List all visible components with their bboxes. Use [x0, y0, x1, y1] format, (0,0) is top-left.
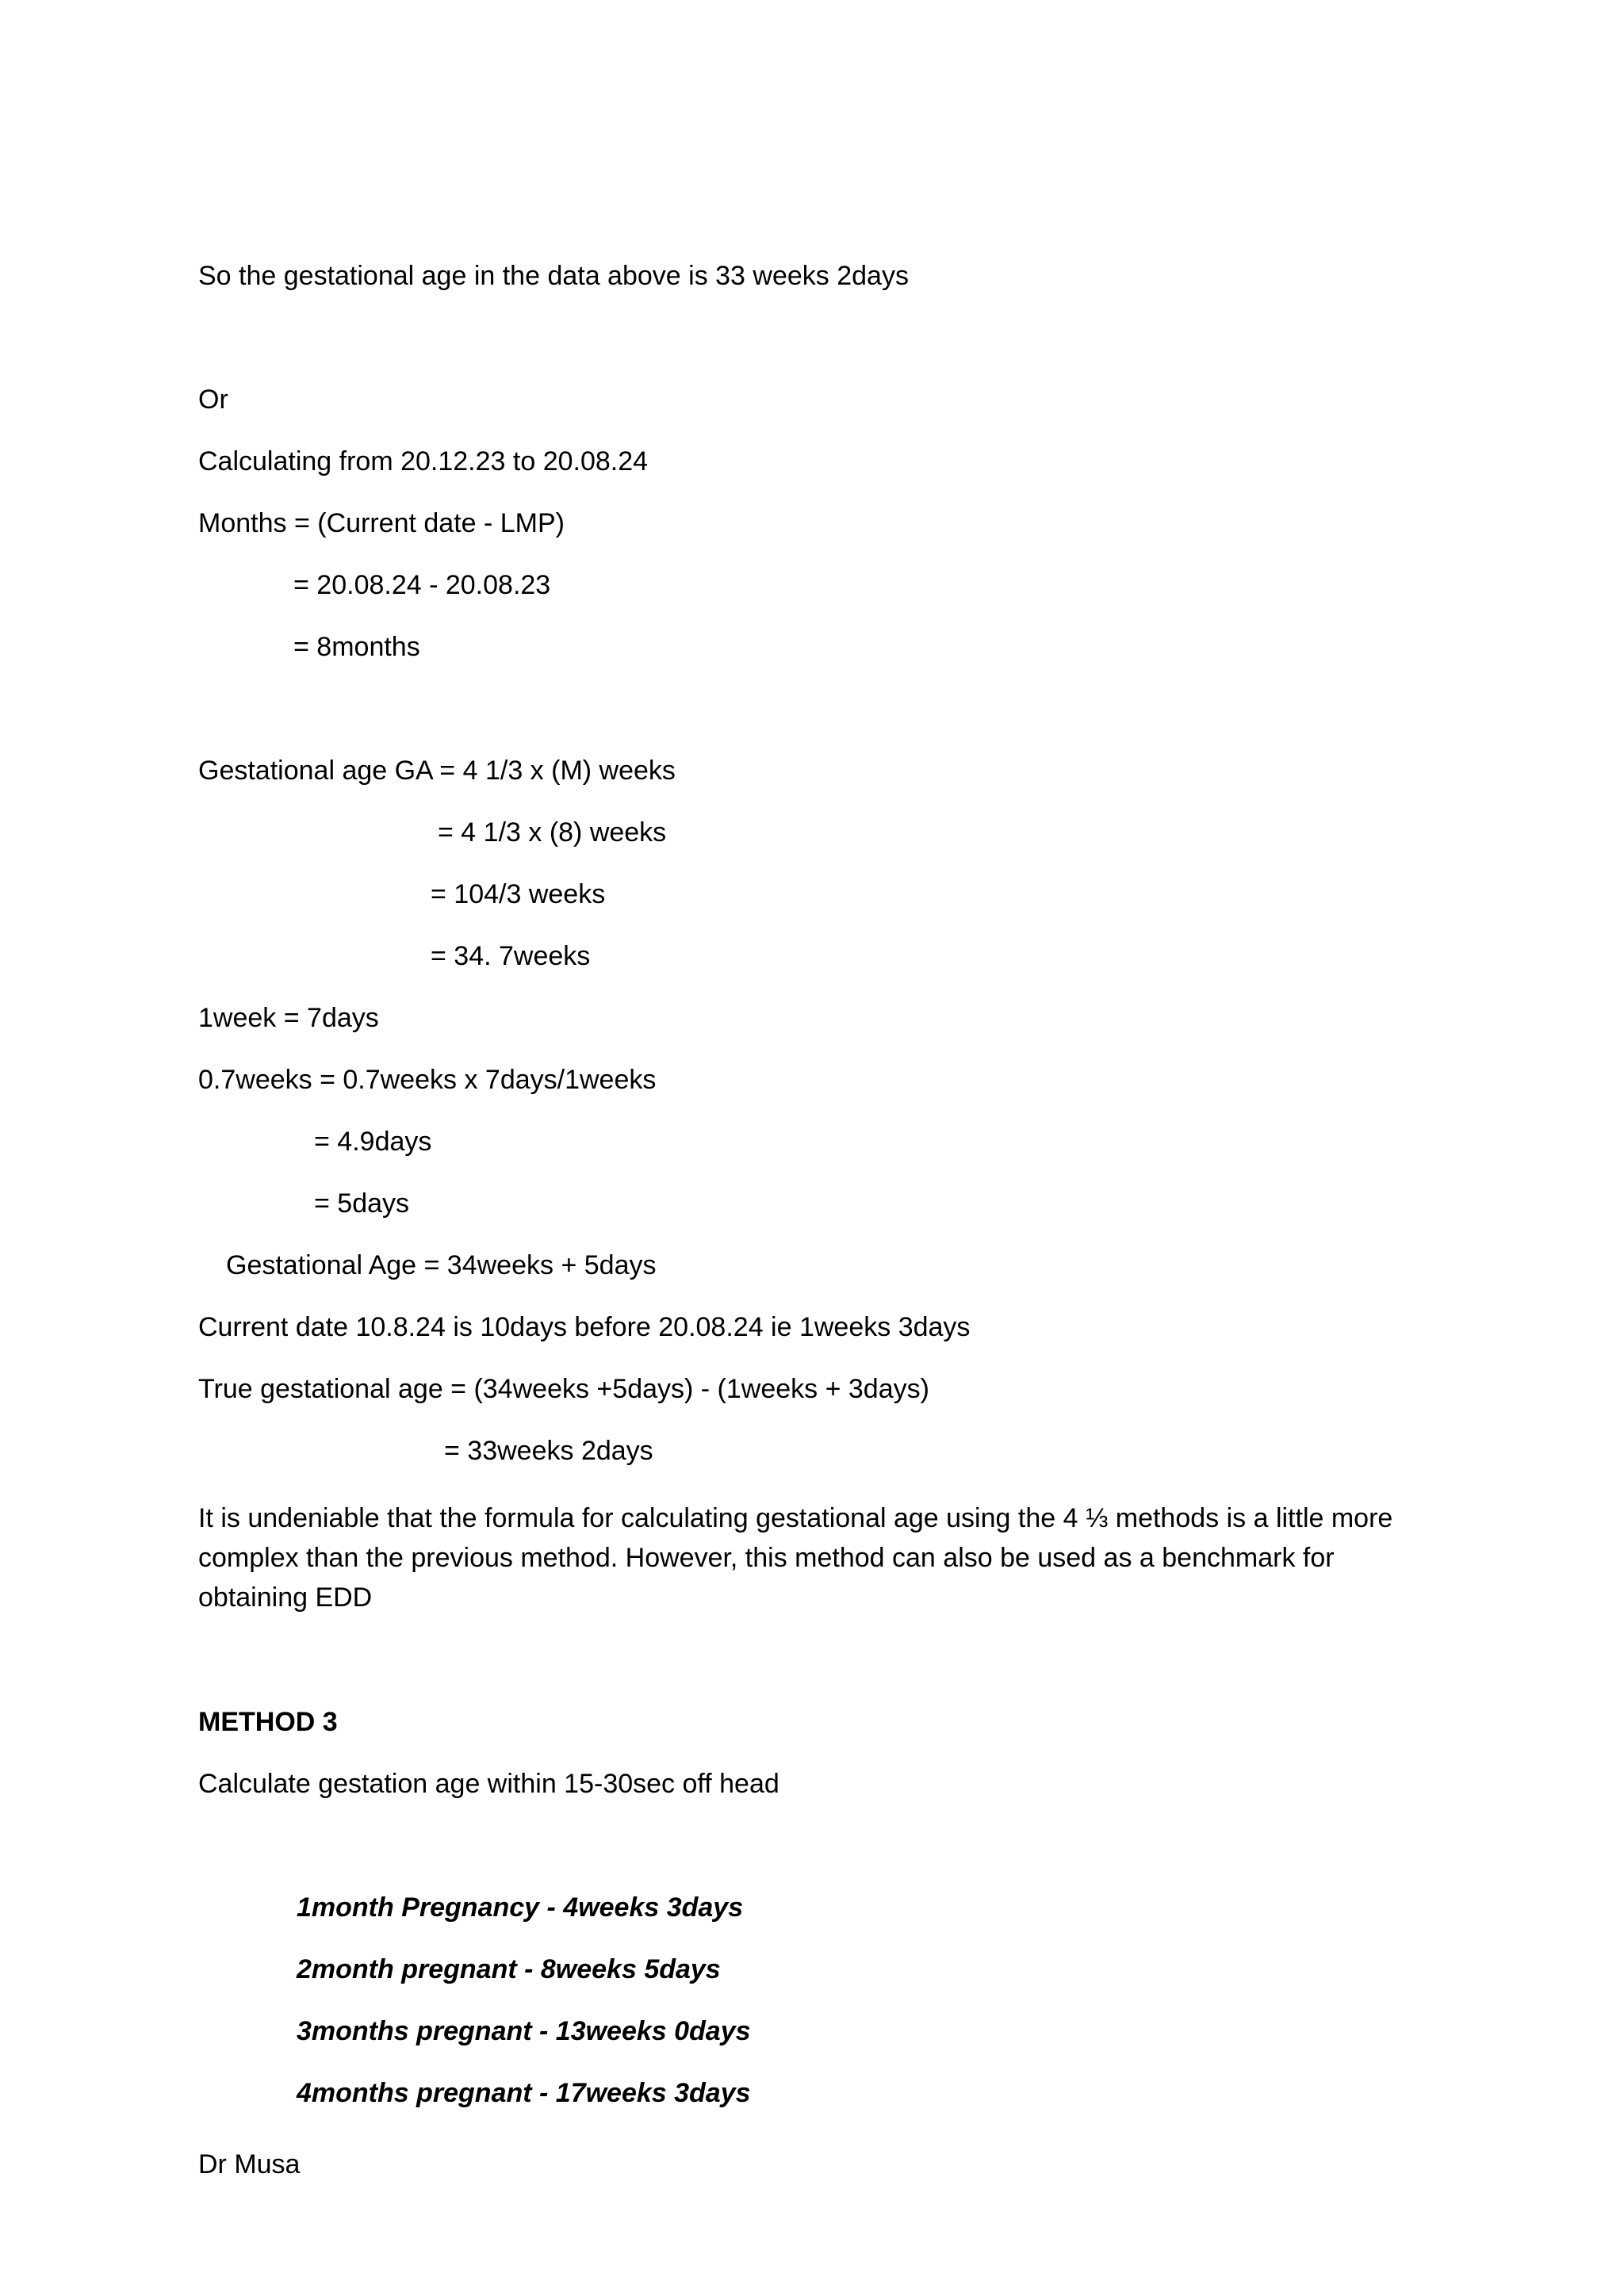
- ga-total-line: Gestational Age = 34weeks + 5days: [226, 1250, 657, 1280]
- months-step-1: = 20.08.24 - 20.08.23: [293, 570, 551, 600]
- ga-step-3: = 34. 7weeks: [431, 941, 591, 971]
- current-date-note: Current date 10.8.24 is 10days before 20.08.24 ie 1weeks 3days: [198, 1312, 971, 1342]
- summary-line: So the gestational age in the data above is 33 weeks 2days: [198, 261, 909, 291]
- true-ga-formula: True gestational age = (34weeks +5days) - (1weeks + 3days): [198, 1374, 929, 1404]
- true-ga-result: = 33weeks 2days: [444, 1436, 653, 1466]
- ga-step-1: = 4 1/3 x (8) weeks: [438, 817, 667, 848]
- months-step-2: = 8months: [293, 632, 420, 662]
- months-formula-line: Months = (Current date - LMP): [198, 508, 565, 538]
- ga-formula-line: Gestational age GA = 4 1/3 x (M) weeks: [198, 756, 676, 786]
- ga-step-2: = 104/3 weeks: [431, 879, 606, 909]
- calc-range-line: Calculating from 20.12.23 to 20.08.24: [198, 446, 649, 476]
- explanation-paragraph: It is undeniable that the formula for calculating gestational age using the 4 ⅓ methods is a little more complex than the previous method. However, this method can also be used as a benchmark for obtaining EDD: [198, 1503, 1393, 1613]
- days-step-2: = 5days: [314, 1188, 410, 1219]
- method-heading: METHOD 3: [198, 1707, 338, 1737]
- or-label: Or: [198, 385, 228, 415]
- method-item-2: 2month pregnant - 8weeks 5days: [297, 1954, 721, 1984]
- days-step-1: = 4.9days: [314, 1127, 432, 1157]
- method-intro: Calculate gestation age within 15-30sec off head: [198, 1769, 779, 1799]
- method-item-3: 3months pregnant - 13weeks 0days: [297, 2016, 751, 2046]
- method-item-4: 4months pregnant - 17weeks 3days: [297, 2078, 751, 2108]
- decimal-conversion-line: 0.7weeks = 0.7weeks x 7days/1weeks: [198, 1065, 657, 1095]
- author-signature: Dr Musa: [198, 2149, 301, 2179]
- week-definition-line: 1week = 7days: [198, 1003, 379, 1033]
- method-item-1: 1month Pregnancy - 4weeks 3days: [297, 1892, 744, 1923]
